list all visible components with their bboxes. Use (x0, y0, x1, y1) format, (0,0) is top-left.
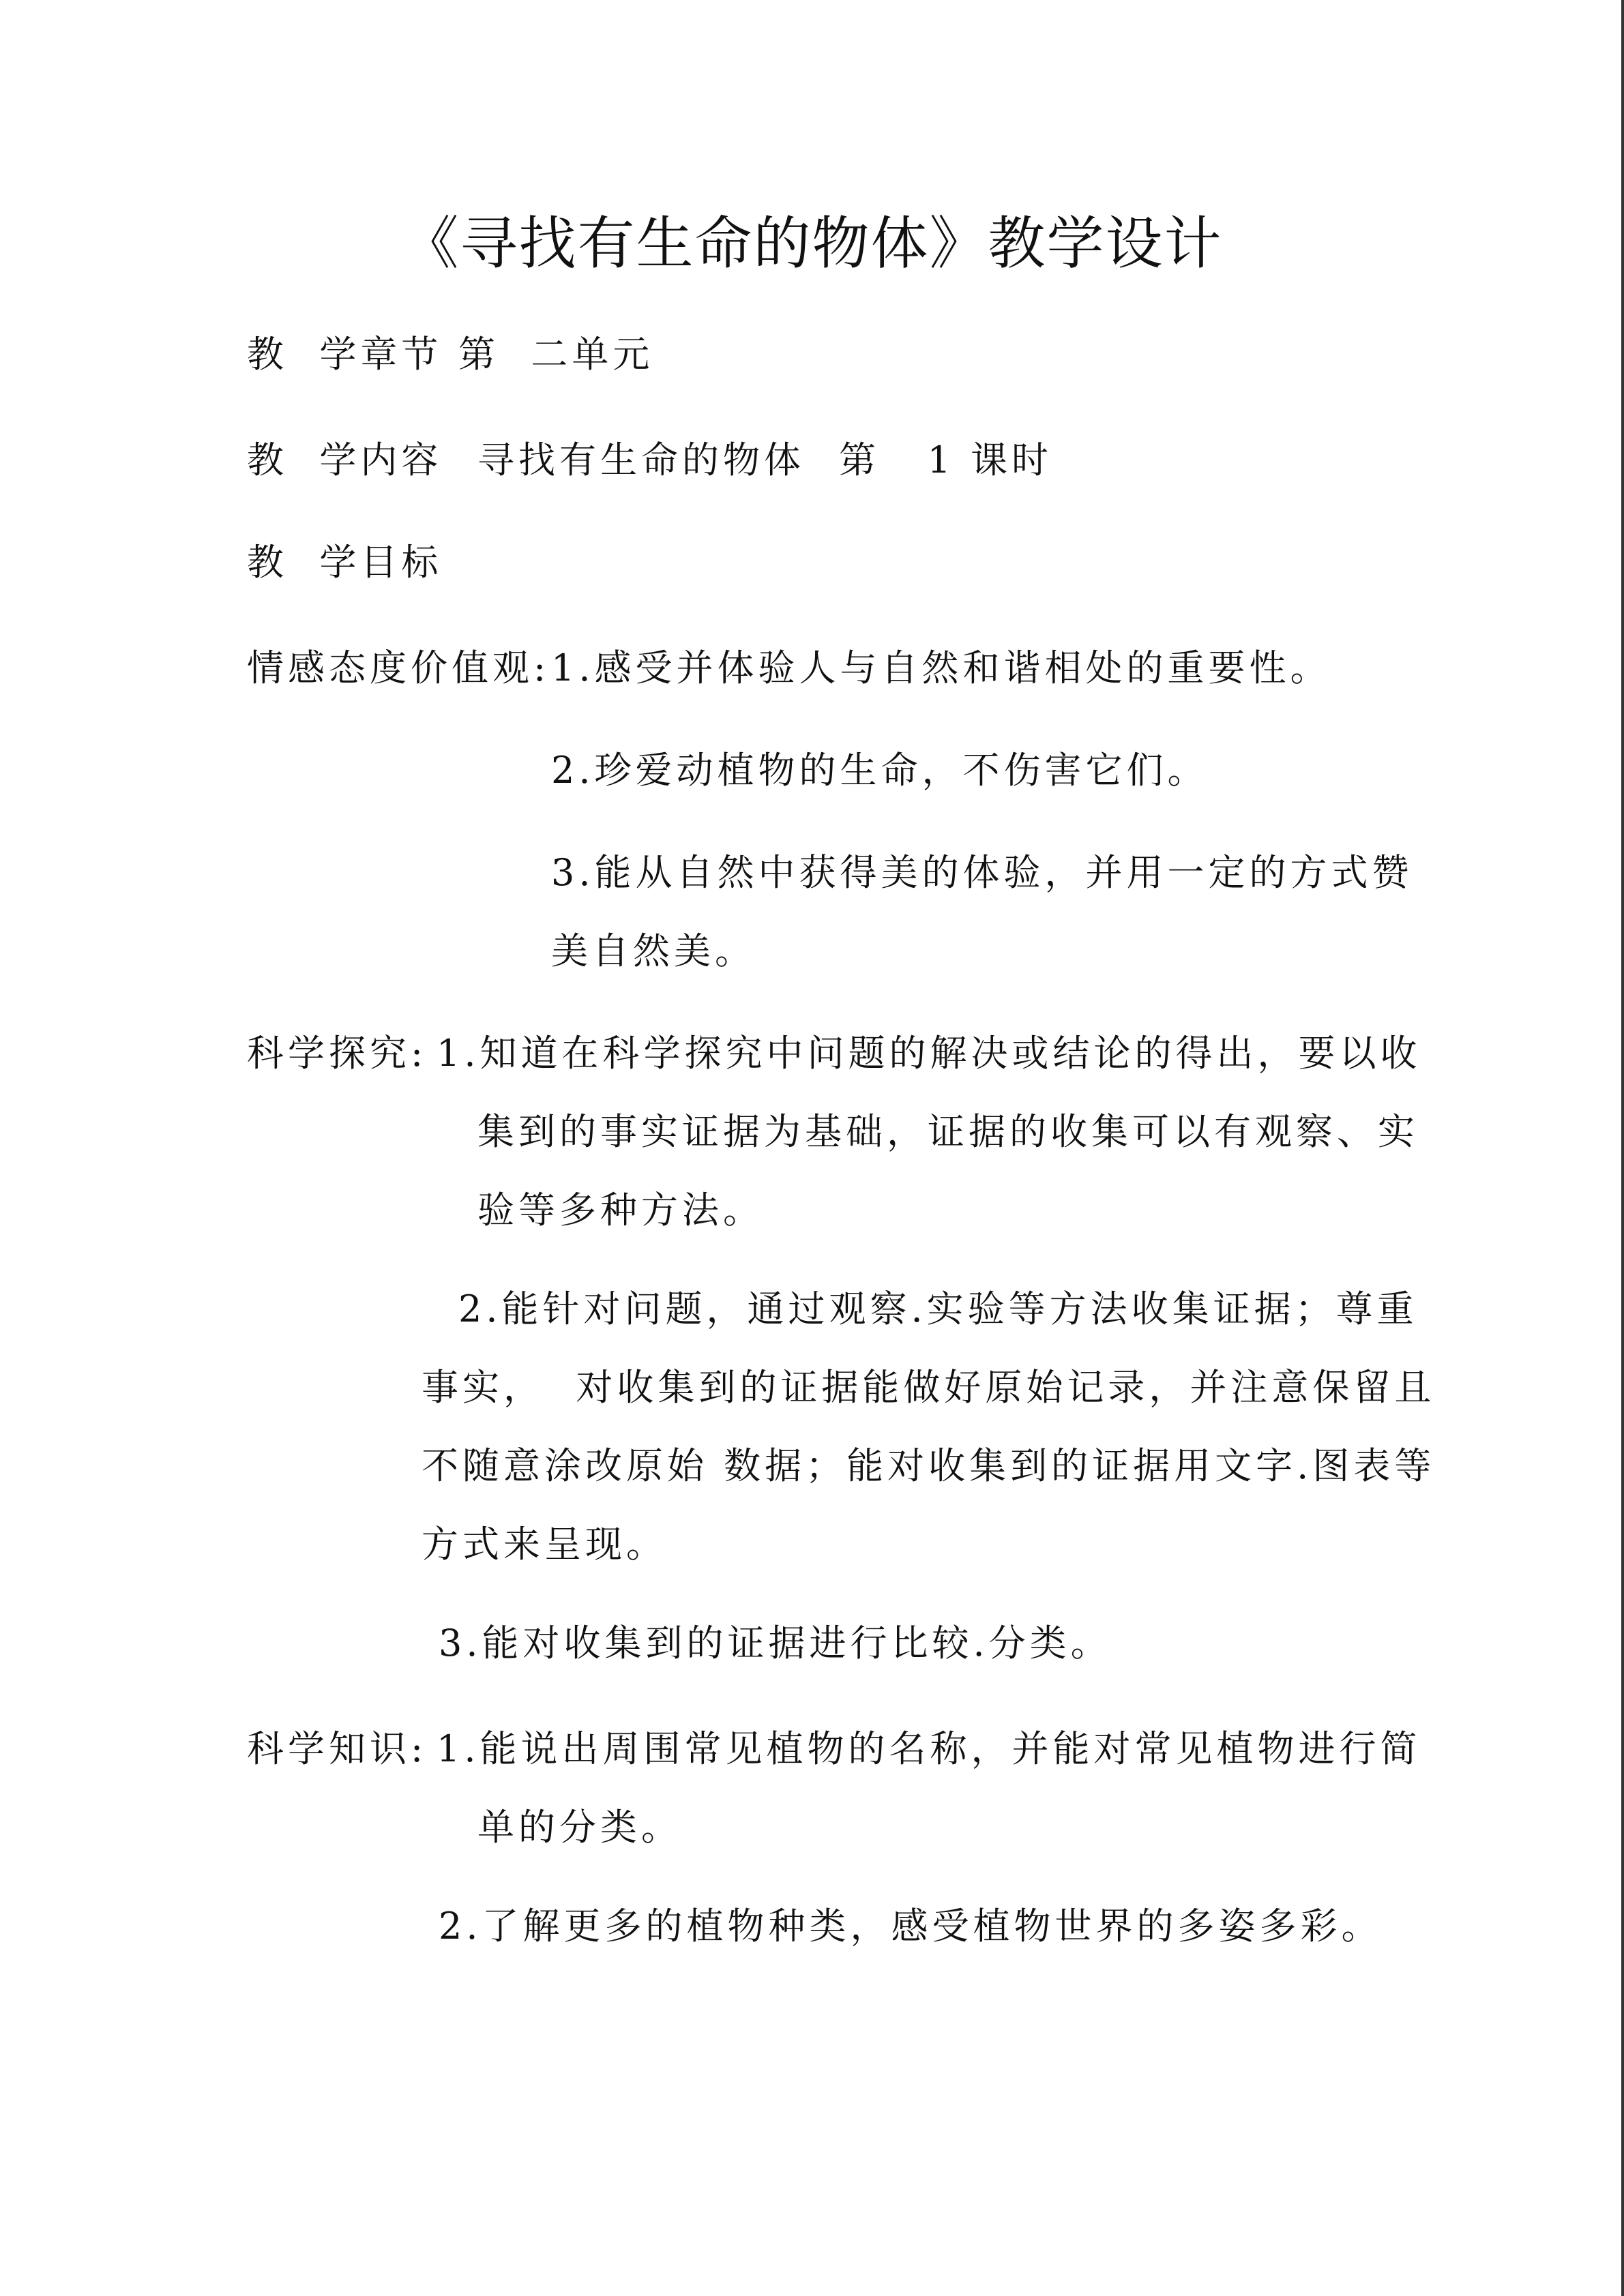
chapter-value: 第 二单元 (458, 333, 654, 376)
emotion-label: 情感态度价值观: (247, 646, 550, 689)
emotion-item-3-line-2: 美自然美。 (551, 929, 756, 972)
emotion-item-2: 2.珍爱动植物的生命，不伤害它们。 (551, 749, 1209, 792)
page-border (1621, 0, 1624, 2296)
content-value: 寻找有生命的物体 (477, 438, 805, 481)
content-label: 教 学内容 (247, 438, 443, 481)
knowledge-item-2: 2.了解更多的植物种类，感受植物世界的多姿多彩。 (439, 1905, 1383, 1948)
emotion-item-3-line-1: 3.能从自然中获得美的体验，并用一定的方式赞 (551, 851, 1413, 894)
knowledge-item-1-line-1: 1.能说出周围常见植物的名称，并能对常见植物进行简 (437, 1727, 1421, 1770)
inquiry-item-2-line-4: 方式来呈现。 (422, 1523, 667, 1566)
document-title: 《寻找有生命的物体》教学设计 (401, 210, 1223, 277)
inquiry-item-1-line-1: 1.知道在科学探究中问题的解决或结论的得出，要以收 (437, 1032, 1421, 1075)
inquiry-item-3: 3.能对收集到的证据进行比较.分类。 (439, 1622, 1112, 1665)
objectives-label: 教 学目标 (247, 541, 443, 584)
knowledge-item-1-line-2: 单的分类。 (477, 1806, 682, 1849)
inquiry-item-2-line-3: 不随意涂改原始 数据；能对收集到的证据用文字.图表等 (422, 1444, 1436, 1487)
inquiry-item-1-line-3: 验等多种方法。 (477, 1189, 764, 1232)
inquiry-item-2-line-2: 事实， 对收集到的证据能做好原始记录，并注意保留且 (422, 1366, 1436, 1409)
inquiry-item-1-line-2: 集到的事实证据为基础，证据的收集可以有观察、实 (477, 1110, 1419, 1153)
inquiry-item-2-line-1: 2.能针对问题，通过观察.实验等方法收集证据；尊重 (458, 1287, 1418, 1330)
lesson-value: 第 1 课时 (839, 438, 1053, 481)
inquiry-label: 科学探究: (247, 1032, 428, 1075)
chapter-label: 教 学章节 (247, 333, 443, 376)
knowledge-label: 科学知识: (247, 1727, 428, 1770)
emotion-item-1: 1.感受并体验人与自然和谐相处的重要性。 (551, 646, 1331, 689)
